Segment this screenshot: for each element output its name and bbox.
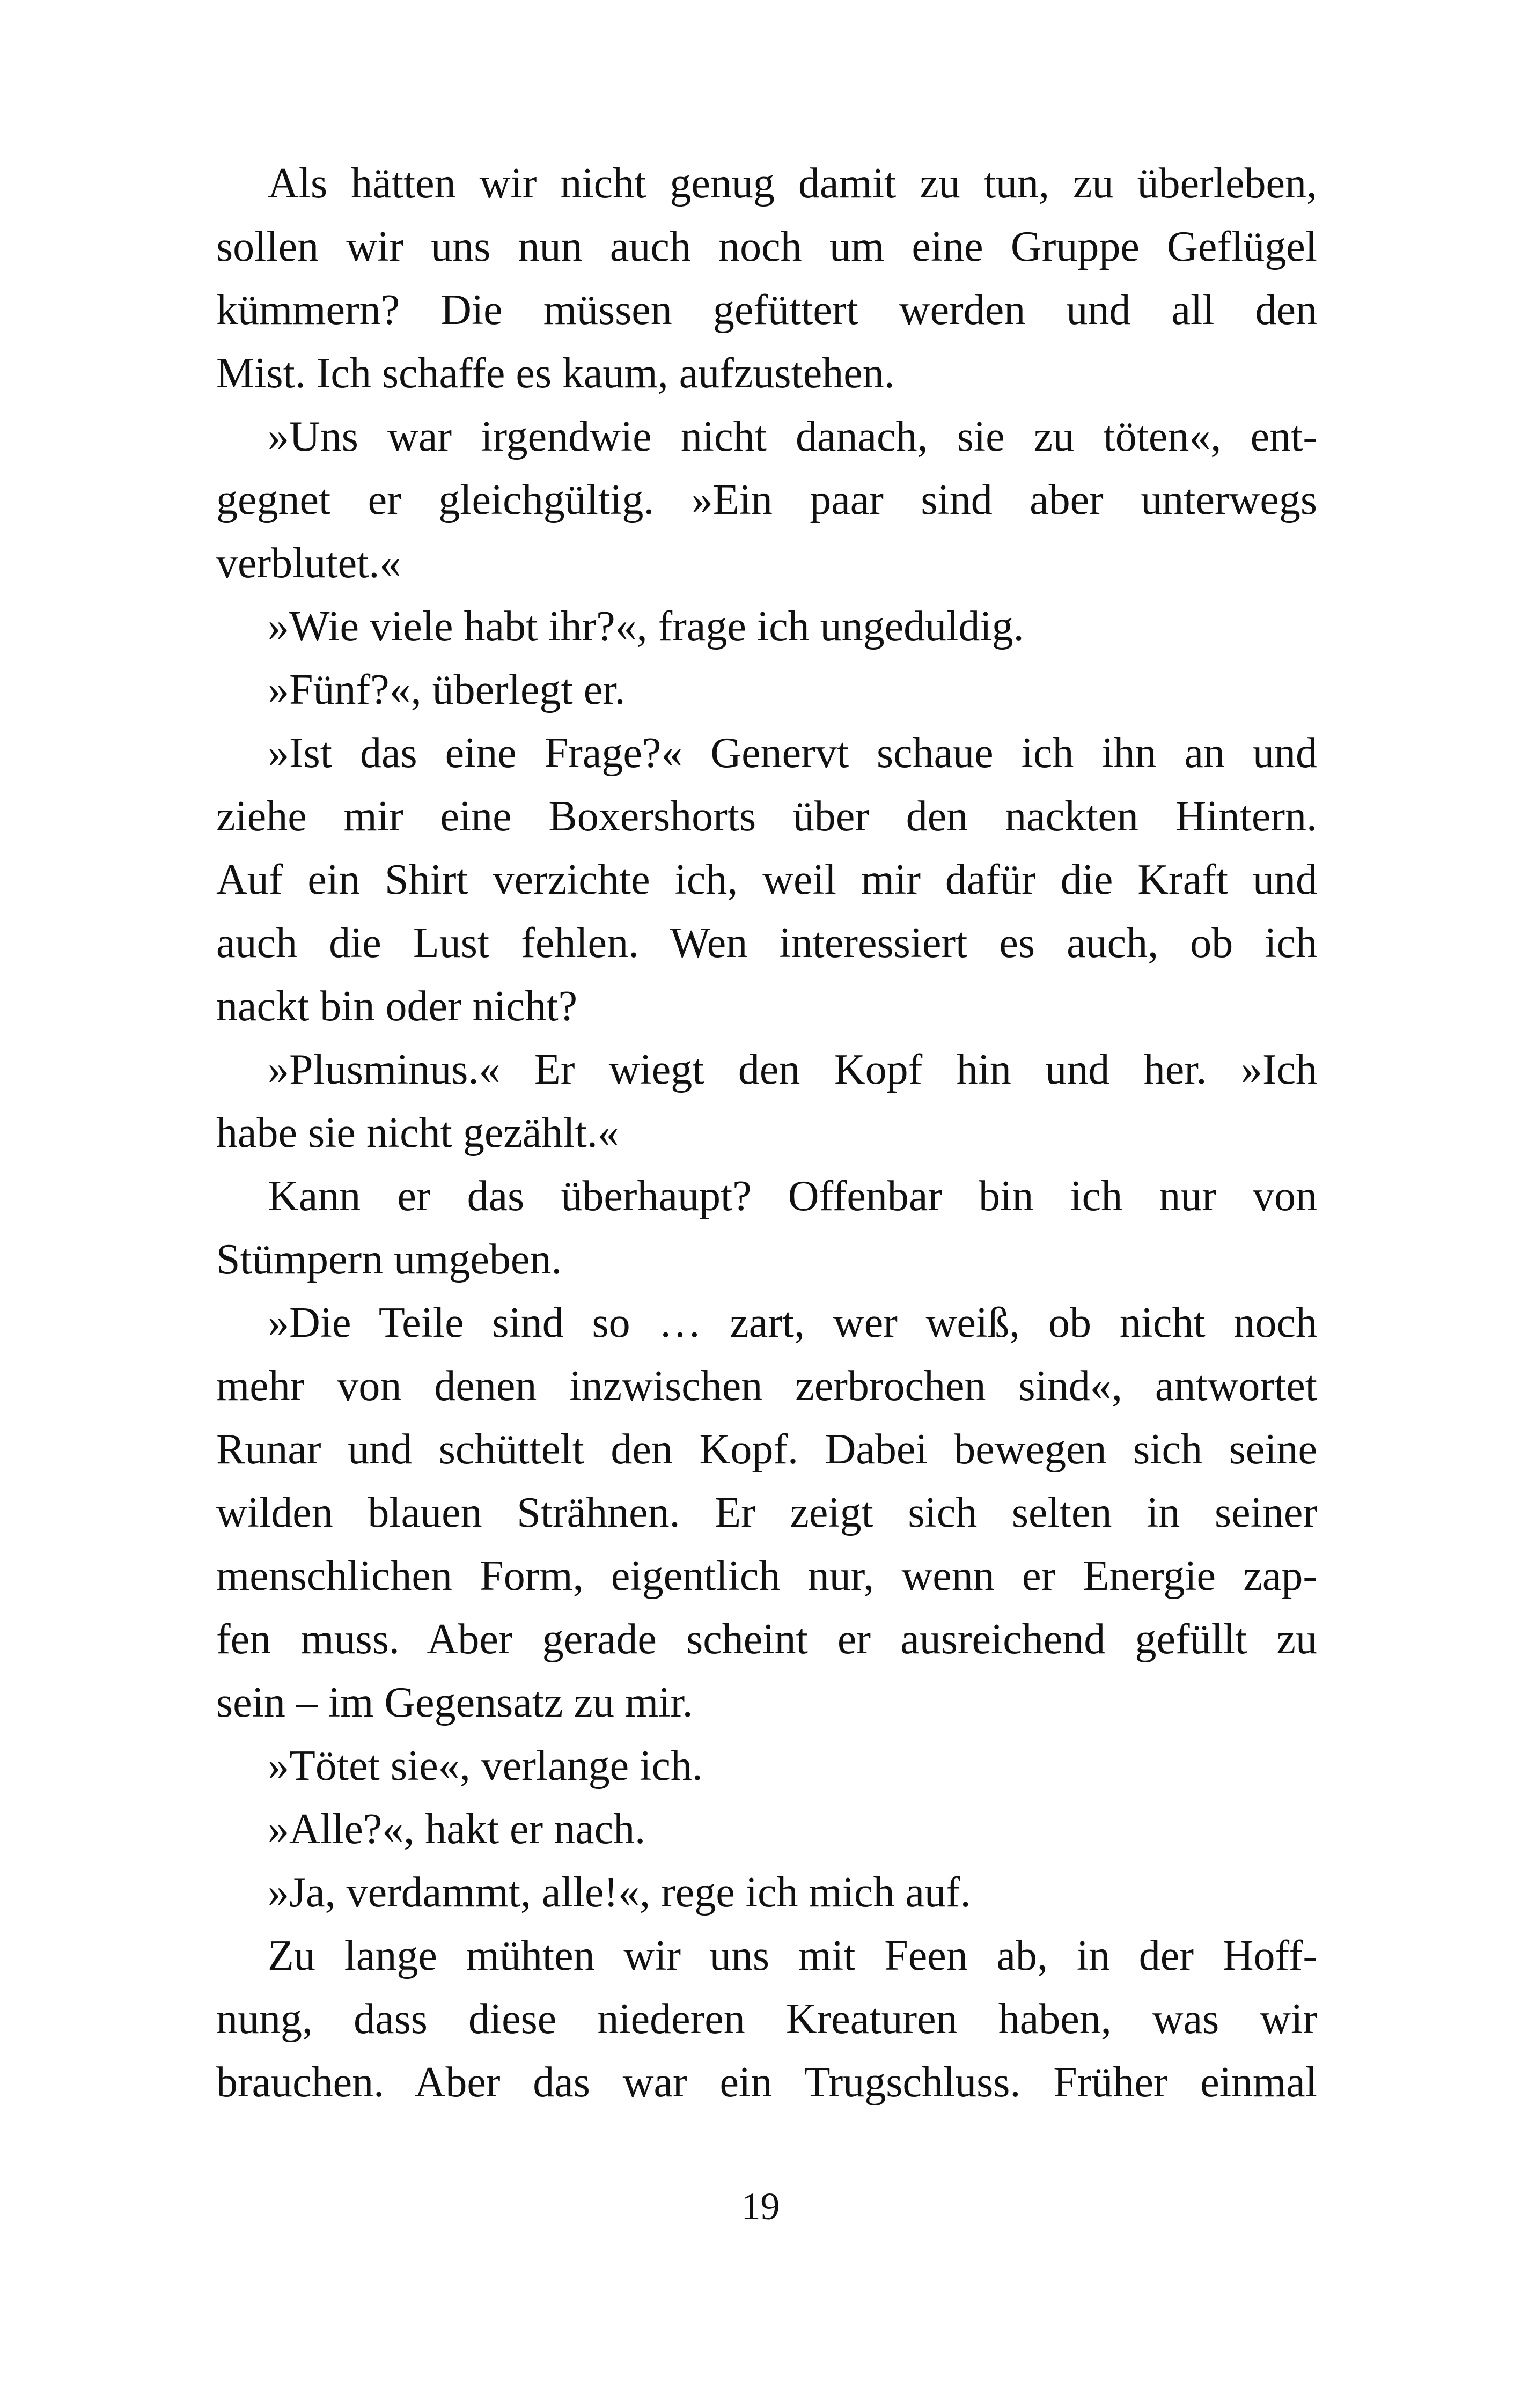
text-line: »Die Teile sind so … zart, wer weiß, ob nicht noch [268, 1299, 1317, 1346]
text-line: »Tötet sie«, verlange ich. [268, 1742, 703, 1790]
text-line: Auf ein Shirt verzichte ich, weil mir dafür die Kraft und [216, 856, 1317, 903]
text-line: »Uns war irgendwie nicht danach, sie zu töten«, ent- [268, 413, 1317, 460]
text-line: Mist. Ich schaffe es kaum, aufzustehen. [216, 350, 895, 397]
text-line: sein – im Gegensatz zu mir. [216, 1679, 693, 1726]
text-line: menschlichen Form, eigentlich nur, wenn er Energie zap- [216, 1552, 1317, 1600]
page-number: 19 [741, 2185, 780, 2228]
text-line: Zu lange mühten wir uns mit Feen ab, in der Hoff- [268, 1932, 1317, 1979]
text-line: wilden blauen Strähnen. Er zeigt sich selten in seiner [216, 1489, 1317, 1536]
text-line: kümmern? Die müssen gefüttert werden und all den [216, 286, 1317, 334]
text-line: gegnet er gleichgültig. »Ein paar sind aber unterwegs [216, 476, 1317, 524]
text-line: Stümpern umgeben. [216, 1236, 562, 1283]
text-line: fen muss. Aber gerade scheint er ausreichend gefüllt zu [216, 1616, 1317, 1663]
text-line: nung, dass diese niederen Kreaturen haben, was wir [216, 1995, 1317, 2043]
text-line: »Fünf?«, überlegt er. [268, 666, 626, 713]
text-line: Als hätten wir nicht genug damit zu tun, zu überleben, [268, 160, 1317, 207]
body-text [216, 152, 1317, 2114]
text-line: »Ist das eine Frage?« Genervt schaue ich ihn an und [268, 730, 1317, 777]
text-line: sollen wir uns nun auch noch um eine Gruppe Geflügel [216, 223, 1317, 270]
text-line: verblutet.« [216, 540, 401, 587]
text-line: »Plusminus.« Er wiegt den Kopf hin und her. »Ich [268, 1046, 1317, 1093]
text-line: Kann er das überhaupt? Offenbar bin ich nur von [268, 1173, 1317, 1220]
text-line: habe sie nicht gezählt.« [216, 1109, 619, 1157]
text-line: mehr von denen inzwischen zerbrochen sind«, antwortet [216, 1363, 1317, 1410]
text-line: brauchen. Aber das war ein Trugschluss. Früher einmal [216, 2059, 1317, 2106]
text-line: ziehe mir eine Boxershorts über den nackten Hintern. [216, 793, 1317, 840]
text-line: nackt bin oder nicht? [216, 983, 578, 1030]
text-line: auch die Lust fehlen. Wen interessiert es auch, ob ich [216, 919, 1317, 967]
text-line: »Ja, verdammt, alle!«, rege ich mich auf. [268, 1869, 971, 1916]
text-line: »Alle?«, hakt er nach. [268, 1806, 646, 1853]
text-line: »Wie viele habt ihr?«, frage ich ungeduldig. [268, 603, 1024, 650]
text-line: Runar und schüttelt den Kopf. Dabei bewegen sich seine [216, 1426, 1317, 1473]
